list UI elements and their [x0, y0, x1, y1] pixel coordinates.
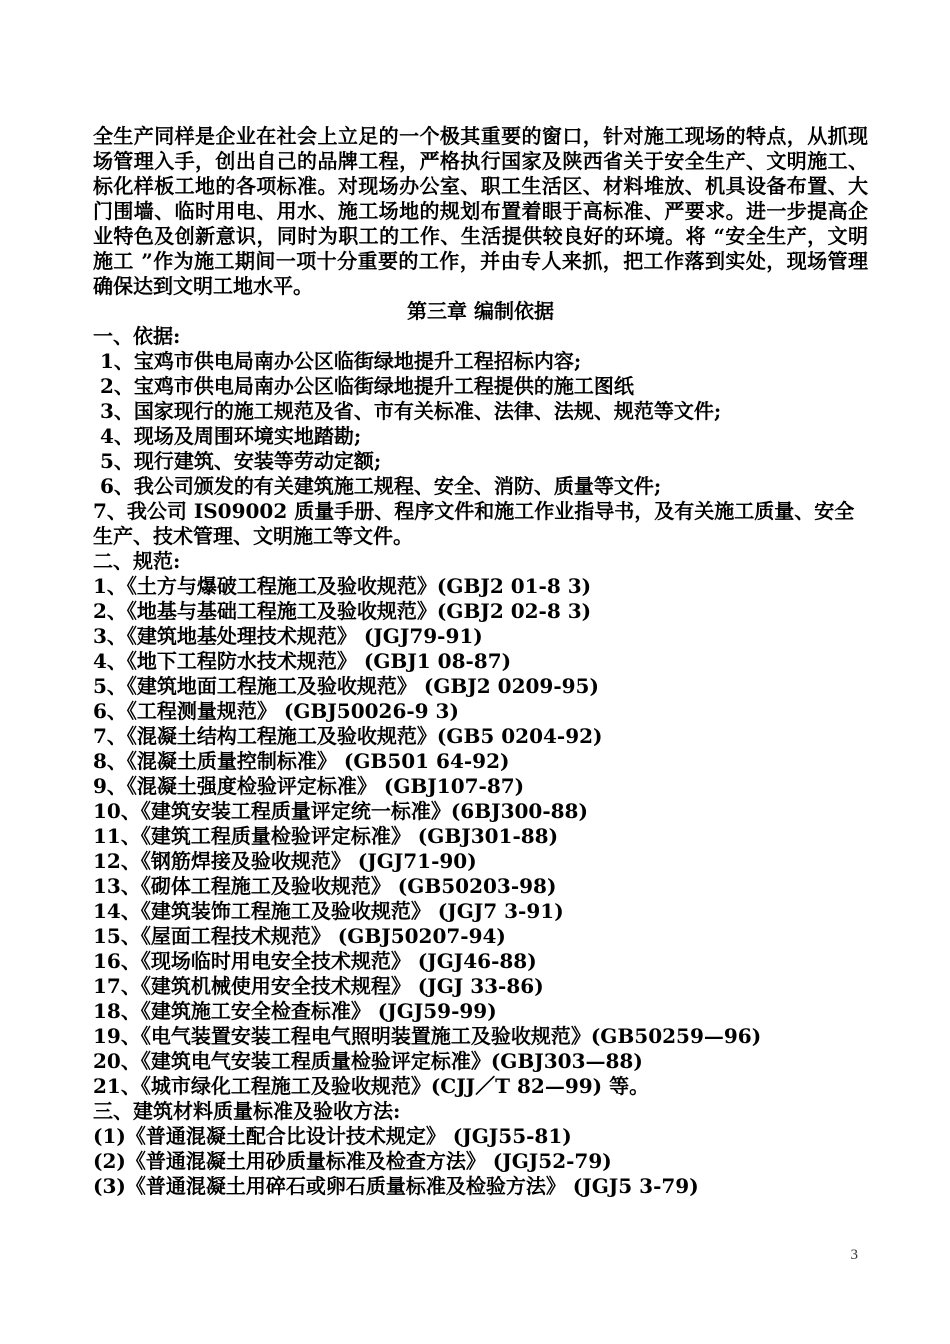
- standard-item: 19、《电气装置安装工程电气照明装置施工及验收规范》(GB50259—96): [93, 1024, 762, 1048]
- basis-item: 3、国家现行的施工规范及省、市有关标准、法律、法规、规范等文件;: [93, 399, 722, 423]
- standard-item: 16、《现场临时用电安全技术规范》 (JGJ46-88): [93, 949, 537, 973]
- standard-item: 11、《建筑工程质量检验评定标准》 (GBJ301-88): [93, 824, 559, 848]
- intro-paragraph: 全生产同样是企业在社会上立足的一个极其重要的窗口，针对施工现场的特点，从抓现场管理入手，创出自己的品牌工程，严格执行国家及陕西省关于安全生产、文明施工、标化样板工地的各项标准。对现场办公室、职工生活区、材料堆放、机具设备布置、大门围墙、临时用电、用水、施工场地的规划布置着眼于高标准、严要求。进一步提高企业特色及创新意识，同时为职工的工作、生活提供较良好的环境。将 “安全生产，文明施工 ”作为施工期间一项十分重要的工作，并由专人来抓，把工作落到实处，现场管理确保达到文明工地水平。: [93, 124, 868, 298]
- standard-item: 4、《地下工程防水技术规范》 (GBJ1 08-87): [93, 649, 512, 673]
- standard-item: 9、《混凝土强度检验评定标准》 (GBJ107-87): [93, 774, 525, 798]
- standard-item: 21、《城市绿化工程施工及验收规范》(CJJ／T 82—99) 等。: [93, 1074, 650, 1098]
- basis-item: 1、宝鸡市供电局南办公区临街绿地提升工程招标内容;: [93, 349, 582, 373]
- standard-item: 17、《建筑机械使用安全技术规程》 (JGJ 33-86): [93, 974, 544, 998]
- material-standard-item: (2)《普通混凝土用砂质量标准及检查方法》 (JGJ52-79): [93, 1149, 612, 1173]
- standard-item: 15、《屋面工程技术规范》 (GBJ50207-94): [93, 924, 506, 948]
- section-heading-standards: 二、规范:: [93, 549, 181, 573]
- standard-item: 18、《建筑施工安全检查标准》 (JGJ59-99): [93, 999, 497, 1023]
- standard-item: 13、《砌体工程施工及验收规范》 (GB50203-98): [93, 874, 557, 898]
- standard-item: 5、《建筑地面工程施工及验收规范》 (GBJ2 0209-95): [93, 674, 599, 698]
- page-content: [93, 124, 868, 1199]
- standard-item: 8、《混凝土质量控制标准》 (GB501 64-92): [93, 749, 510, 773]
- standard-item: 6、《工程测量规范》 (GBJ50026-9 3): [93, 699, 459, 723]
- standard-item: 2、《地基与基础工程施工及验收规范》(GBJ2 02-8 3): [93, 599, 592, 623]
- section-heading-materials: 三、建筑材料质量标准及验收方法:: [93, 1099, 401, 1123]
- basis-item: 5、现行建筑、安装等劳动定额;: [93, 449, 382, 473]
- standard-item: 10、《建筑安装工程质量评定统一标准》(6BJ300-88): [93, 799, 588, 823]
- standard-item: 14、《建筑装饰工程施工及验收规范》 (JGJ7 3-91): [93, 899, 564, 923]
- standard-item: 20、《建筑电气安装工程质量检验评定标准》(GBJ303—88): [93, 1049, 643, 1073]
- basis-item: 4、现场及周围环境实地踏勘;: [93, 424, 362, 448]
- basis-item: 6、我公司颁发的有关建筑施工规程、安全、消防、质量等文件;: [93, 474, 662, 498]
- basis-item: 7、我公司 IS09002 质量手册、程序文件和施工作业指导书，及有关施工质量、安全生产、技术管理、文明施工等文件。: [93, 499, 855, 548]
- standard-item: 7、《混凝土结构工程施工及验收规范》(GB5 0204-92): [93, 724, 603, 748]
- standard-item: 3、《建筑地基处理技术规范》 (JGJ79-91): [93, 624, 483, 648]
- basis-item: 2、宝鸡市供电局南办公区临街绿地提升工程提供的施工图纸: [93, 374, 634, 398]
- material-standard-item: (3)《普通混凝土用碎石或卵石质量标准及检验方法》 (JGJ5 3-79): [93, 1174, 699, 1198]
- material-standard-item: (1)《普通混凝土配合比设计技术规定》 (JGJ55-81): [93, 1124, 572, 1148]
- standard-item: 12、《钢筋焊接及验收规范》 (JGJ71-90): [93, 849, 477, 873]
- standard-item: 1、《土方与爆破工程施工及验收规范》(GBJ2 01-8 3): [93, 574, 592, 598]
- section-heading-basis: 一、依据:: [93, 324, 181, 348]
- page-number: 3: [850, 1247, 858, 1263]
- chapter-title: 第三章 编制依据: [407, 299, 554, 323]
